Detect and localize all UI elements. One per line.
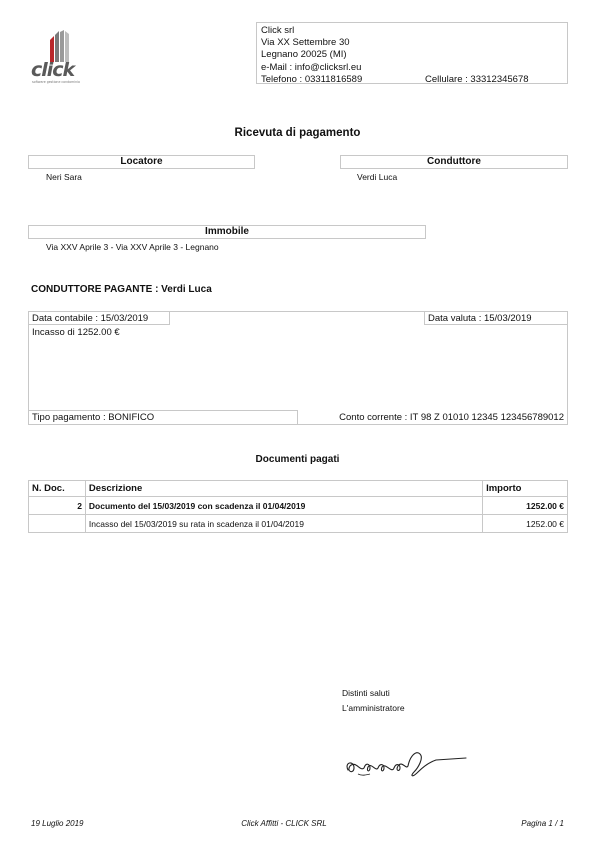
col-header-desc: Descrizione: [85, 481, 482, 497]
company-address: Via XX Settembre 30: [261, 37, 350, 49]
col-header-amount: Importo: [483, 481, 568, 497]
closing-signer: L'amministratore: [342, 703, 405, 713]
doc-description: Documento del 15/03/2019 con scadenza il 01/04/2019: [85, 497, 482, 515]
company-name: Click srl: [261, 25, 295, 36]
payer-label: CONDUTTORE PAGANTE : Verdi Luca: [31, 284, 212, 295]
doc-number: 2: [29, 497, 86, 515]
table-header-row: [29, 481, 568, 497]
conduttore-name: Verdi Luca: [357, 172, 398, 182]
company-phone: Telefono : 03311816589: [261, 73, 363, 85]
doc-amount: 1252.00 €: [483, 515, 568, 533]
company-email: e-Mail : info@clicksrl.eu: [261, 61, 362, 73]
doc-amount: 1252.00 €: [483, 497, 568, 515]
company-mobile: Cellulare : 33312345678: [425, 73, 529, 85]
conto-corrente: Conto corrente : IT 98 Z 01010 12345 123456789012: [339, 412, 564, 423]
table-row: [29, 497, 568, 515]
footer-date: 19 Luglio 2019: [31, 819, 84, 828]
conduttore-header: Conduttore: [340, 155, 568, 169]
tipo-pagamento: Tipo pagamento : BONIFICO: [32, 412, 155, 423]
documents-title: Documenti pagati: [255, 454, 340, 465]
immobile-address: Via XXV Aprile 3 - Via XXV Aprile 3 - Legnano: [46, 242, 219, 252]
locatore-header: Locatore: [28, 155, 255, 169]
data-valuta: Data valuta : 15/03/2019: [428, 313, 532, 324]
company-info: [256, 22, 568, 84]
svg-text:software gestione condominio: software gestione condominio: [32, 80, 80, 84]
table-row: [29, 515, 568, 533]
documents-table: [28, 480, 568, 533]
col-header-num: N. Doc.: [29, 481, 86, 497]
doc-number: [29, 515, 86, 533]
signature: [340, 748, 470, 784]
company-city: Legnano 20025 (MI): [261, 49, 347, 61]
immobile-header: Immobile: [28, 225, 426, 239]
company-logo: [28, 28, 90, 86]
locatore-name: Neri Sara: [46, 172, 82, 182]
footer-center: Click Affitti - CLICK SRL: [241, 819, 327, 828]
closing-greeting: Distinti saluti: [342, 688, 390, 698]
data-contabile: Data contabile : 15/03/2019: [32, 313, 149, 324]
svg-text:click: click: [31, 59, 75, 81]
footer-page: Pagina 1 / 1: [521, 819, 564, 828]
doc-description: Incasso del 15/03/2019 su rata in scadenza il 01/04/2019: [85, 515, 482, 533]
document-title: Ricevuta di pagamento: [234, 127, 361, 139]
incasso-amount: Incasso di 1252.00 €: [32, 327, 120, 338]
